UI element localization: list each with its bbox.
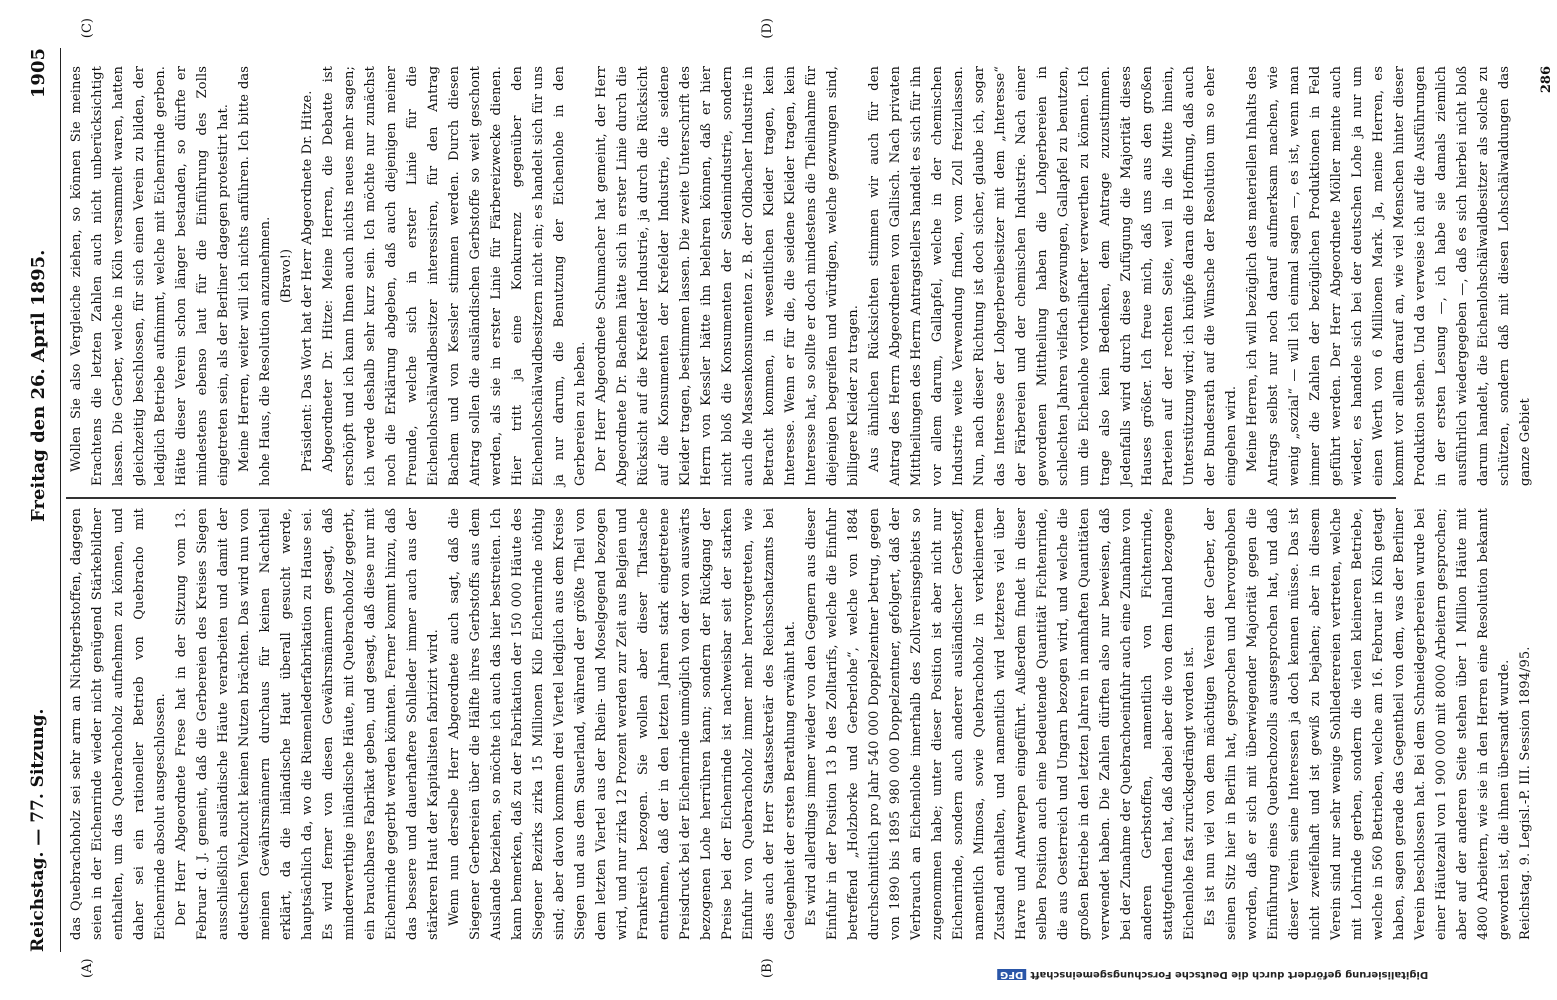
margin-letter-c: (C) <box>80 18 95 39</box>
paragraph: Es ist nun viel von dem mächtigen Verein der Gerber, der seinen Sitz hier in Berlin hat, gesprochen und hervorgehoben worden, daß er sich mit überwiegender Majorität gegen die Einführung eines Quebrachozolls ausgesprochen hat, und daß dieser Verein seine Interessen ja doch kennen müsse. Das ist nicht zweifelhaft und ist gewiß zu bejahen; aber in diesem Verein sind nur sehr wenige Sohllederereien vertreten, welche mit Lohrinde gerben, sondern die vielen kleineren Betriebe, welche in 560 Betrieben, welche am 16. Februar in Köln getagt haben, sagen gerade das Gegentheil von dem, was der Berliner Verein beschlossen hat. Bei dem Schneidegerbereien wurde bei einer Häutezahl von 1 900 000 mit 8000 Arbeitern gesprochen; aber auf der anderen Seite stehen über 1 Million Häute mit 4800 Arbeitern, wie sie in den Herren eine Resolution bekannt geworden ist, die ihnen übersandt wurde. <box>1203 508 1512 940</box>
page-header <box>22 48 61 952</box>
paragraph: das Quebrachoholz sei sehr arm an Nichtgerbstoffen, dagegen seien in der Eichenrinde wieder nicht genügend Stärkebildner enthalten, um das Quebrachoholz aufnehmen zu können, und daher sei ein rationeller Betrieb von Quebracho mit Eichenrinde absolut ausgeschlossen. <box>69 508 168 940</box>
dfg-text: Digitalisierung gefördert durch die Deutsche Forschungsgemeinschaft <box>1030 969 1428 980</box>
paragraph: Es wird allerdings immer wieder von den Gegnern aus dieser Einfuhr in der Position 13 b des Zolltarifs, welche die Einfuhr betreffend „Holzborke und Gerberlohe“, welche von 1884 durchschnittlich pro Jahr 540 000 Doppelzentner betrug, gegen von 1890 bis 1895 980 000 Doppelzentner, gefolgert, daß der Verbrauch an Eichenlohe innerhalb des Zollvereinsgebiets so zugenommen habe; unter dieser Position ist aber nicht nur Eichenrinde, sondern auch anderer ausländischer Gerbstoff, namentlich Mimosa, sowie Quebrachoholz in verkleinertem Zustand enthalten, und namentlich wird letzteres viel über Havre und Antwerpen eingeführt. Außerdem findet in dieser selben Position auch eine bedeutende Quantität Fichtenrinde, die aus Oesterreich und Ungarn bezogen wird, und welche die großen Betriebe in den letzten Jahren in namhaften Quantitäten verwendet haben. Die Zahlen dürften also nur beweisen, daß bei der Zunahme der Quebrachoeinfuhr auch eine Zunahme von anderen Gerbstoffen, namentlich von Fichtenrinde, stattgefunden hat, daß dabei aber die von dem Inland bezogene Eichenlohe fast zurückgedrängt worden ist. <box>804 508 1197 940</box>
column-divider <box>66 498 1396 500</box>
header-session: Reichstag. — 77. Sitzung. <box>28 708 48 952</box>
dfg-logo: DFG <box>997 969 1026 980</box>
left-column <box>66 508 1536 940</box>
margin-letter-d: (D) <box>760 18 775 39</box>
header-column-number: 1905 <box>28 48 49 99</box>
speech-paragraph: Abgeordneter Dr. Hitze: Meine Herren, die Debatte ist erschöpft und ich kann Ihnen auch nichts neues mehr sagen; ich werde deshalb sehr kurz sein. Ich möchte nur zunächst noch die Erklärung abgeben, daß auch diejenigen meiner Freunde, welche sich in erster Linie für die Eichenlohschälwaldbesitzer interessiren, für den Antrag Bachem und von Kessler stimmen werden. Durch diesen Antrag sollen die ausländischen Gerbstoffe so weit geschont werden, als sie in erster Linie für Färbereizwecke dienen. Hier tritt ja eine Konkurrenz gegenüber den Eichenlohschälwaldbesitzern nicht ein; es handelt sich für uns ja nur darum, die Benutzung der Eichenlohe in den Gerbereien zu heben. <box>321 66 588 486</box>
header-date: Freitag den 26. April 1895. <box>28 249 49 522</box>
margin-letter-a: (A) <box>80 958 95 978</box>
right-column <box>66 66 1557 486</box>
paragraph: Wollen Sie also Vergleiche ziehen, so können Sie meines Erachtens die letzten Zahlen auch nicht unberücksichtigt lassen. Die Gerber, welche in Köln versammelt waren, hatten gleichzeitig beschlossen, für sich einen Verein zu bilden, der lediglich Betriebe aufnimmt, welche mit Eichenrinde gerben. Hätte dieser Verein schon länger bestanden, so dürfte er mindestens ebenso laut für die Einführung des Zolls eingetreten sein, als der Berliner dagegen protestirt hat. <box>69 66 231 486</box>
paragraph: Der Herr Abgeordnete Frese hat in der Sitzung vom 13. Februar d. J. gemeint, daß die Gerbereien des Kreises Siegen ausschließlich ausländische Häute verarbeiten und damit der deutschen Viehzucht keinen Nutzen brächten. Das wird nun von meinen Gewährsmännern durchaus für keinen Nachtheil erklärt, da die inländische Haut überall gesucht werde, hauptsächlich da, wo die Riemenlederfabrikation zu Hause sei. Es wird ferner von diesen Gewährsmännern gesagt, daß minderwerthige inländische Häute, mit Quebrachoholz gegerbt, ein brauchbares Fabrikat geben, und gesagt, daß diese nur mit Eichenrinde gegerbt werden könnten. Ferner kommt hinzu, daß das bessere und dauerhaftere Sohlleder immer auch aus der stärkeren Haut der Kapitalisten fabrizirt wird. <box>174 508 441 940</box>
dfg-footer <box>997 969 1428 980</box>
paragraph: Meine Herren, weiter will ich nichts anführen. Ich bitte das hohe Haus, die Resolution anzunehmen. <box>237 66 273 486</box>
page-number: 286 <box>1539 66 1554 94</box>
president-remark: Präsident: Das Wort hat der Herr Abgeordnete Dr. Hitze. <box>300 90 315 472</box>
paragraph: Aus ähnlichen Rücksichten stimmen wir auch für den Antrag des Herrn Abgeordneten von Gallisch. Nach privaten Mittheilungen des Herrn Antragstellers handelt es sich für ihn vor allem darum, Gallapfel, welche in der chemischen Industrie weite Verwendung finden, vom Zoll freizulassen. Nun, nach dieser Richtung ist doch sicher, glaube ich, sogar das Interesse der Lohgerbereibesitzer mit dem „Interesse“ der Färbereien und der chemischen Industrie. Nach einer gewordenen Mittheilung haben die Lohgerbereien in schlechten Jahren vielfach gezwungen, Gallapfel zu benutzen, um die Eichenlohe vortheilhafter verwerthen zu können. Ich trage also kein Bedenken, dem Antrage zuzustimmen. Jedenfalls wird durch diese Zufügung die Majorität dieses Hauses größer. Ich freue mich, daß uns aus den großen Parteien auf der rechten Seite, weil in die Mitte hinein, Unterstützung wird; ich knüpfe daran die Hoffnung, daß auch der Bundesrath auf die Wünsche der Resolution um so eher eingehen wird. <box>867 65 1239 486</box>
paragraph: Wenn nun derselbe Herr Abgeordnete auch sagt, daß die Siegener Gerbereien über die Hälfte ihres Gerbstoffs aus dem Auslande beziehen, so möchte ich auch das hier bestreiten. Ich kann bemerken, daß zu der Fabrikation der 150 000 Häute des Siegener Bezirks zirka 15 Millionen Kilo Eichenrinde nöthig sind; aber davon kommen drei Viertel lediglich aus dem Kreise Siegen und aus dem Sauerland, während der größte Theil von dem letzten Viertel aus der Rhein- und Moselgegend bezogen wird, und nur zirka 12 Prozent werden zur Zeit aus Belgien und Frankreich bezogen. Sie wollen aber dieser Thatsache entnehmen, daß der in den letzten Jahren stark eingetretene Preisdruck bei der Eichenrinde unmöglich von der von auswärts bezogenen Lohe herrühren kann; sondern der Rückgang der Preise bei der Eichenrinde ist nachweisbar seit der starken Einfuhr von Quebrachoholz immer mehr hervorgetreten, wie dies auch der Herr Staatssekretär des Reichsschatzamts bei Gelegenheit der ersten Berathung erwähnt hat. <box>447 508 798 940</box>
paragraph: Der Herr Abgeordnete Schumacher hat gemeint, der Herr Abgeordnete Dr. Bachem hätte sich in erster Linie durch die Rücksicht auf die Krefelder Industrie, ja durch die Rücksicht auf die Konsumenten der Krefelder Industrie, die seidene Kleider tragen, bestimmen lassen. Die zweite Unterschrift des Herrn von Kessler hätte ihn belehren können, daß er hier nicht bloß die Konsumenten der Seidenindustrie, sondern auch die Massenkonsumenten z. B. der Oldbacher Industrie in Betracht kommen, in wesentlichen Kleider tragen, kein Interesse. Wenn er für die, die seidene Kleider tragen, kein Interesse hat, so sollte er doch mindestens die Theilnahme für diejenigen begreifen und würdigen, welche gezwungen sind, billigere Kleider zu tragen. <box>594 66 861 486</box>
applause-note: (Bravo!) <box>279 248 294 304</box>
paragraph: Meine Herren, ich will bezüglich des materiellen Inhalts des Antrags selbst nur noch darauf aufmerksam machen, wie wenig „sozial“ — will ich einmal sagen —, es ist, wenn man immer die Zahlen der bezüglichen Produktionen in Feld geführt werden. Der Herr Abgeordnete Möller meinte auch wieder, es handele sich bei der deutschen Lohe ja nur um einen Werth von 6 Millionen Mark. Ja, meine Herren, es kommt vor allem darauf an, wie viel Menschen hinter dieser Produktion stehen. Und da verweise ich auf die Ausführungen in der ersten Lesung —, ich habe sie damals ziemlich ausführlich wiedergegeben —, daß es sich hierbei nicht bloß darum handelt, die Eichenlohschälwaldbesitzer als solche zu schützen, sondern daß mit diesen Lohschälwaldungen das ganze Gebiet <box>1245 66 1533 486</box>
margin-letter-b: (B) <box>760 958 775 978</box>
session-footnote: Reichstag. 9. Legisl.-P. III. Session 1894/95. <box>1518 646 1533 940</box>
